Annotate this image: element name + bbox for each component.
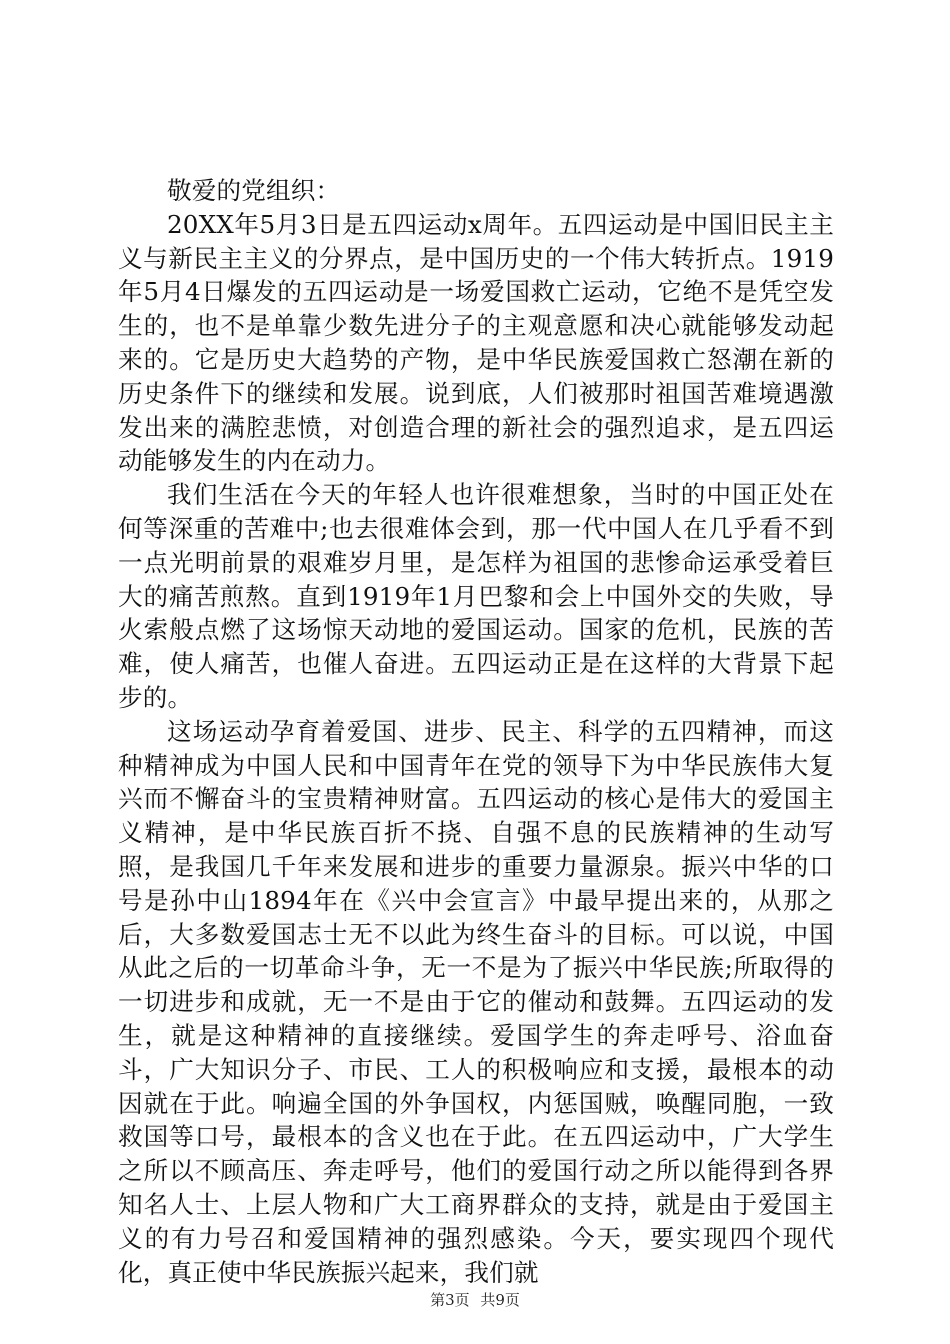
page-footer [0,1290,950,1310]
page-number-label: 第3页 共9页 [430,1291,520,1309]
paragraph-3: 这场运动孕育着爱国、进步、民主、科学的五四精神，而这种精神成为中国人民和中国青年在党的领导下为中华民族伟大复兴而不懈奋斗的宝贵精神财富。五四运动的核心是伟大的爱国主义精神，是中华民族百折不挠、自强不息的民族精神的生动写照，是我国几千年来发展和进步的重要力量源泉。振兴中华的口号是孙中山1894年在《兴中会宣言》中最早提出来的，从那之后，大多数爱国志士无不以此为终生奋斗的目标。可以说，中国从此之后的一切革命斗争，无一不是为了振兴中华民族;所取得的一切进步和成就，无一不是由于它的催动和鼓舞。五四运动的发生，就是这种精神的直接继续。爱国学生的奔走呼号、浴血奋斗，广大知识分子、市民、工人的积极响应和支援，最根本的动因就在于此。响遍全国的外争国权，内惩国贼，唤醒同胞，一致救国等口号，最根本的含义也在于此。在五四运动中，广大学生之所以不顾高压、奔走呼号，他们的爱国行动之所以能得到各界知名人士、上层人物和广大工商界群众的支持，就是由于爱国主义的有力号召和爱国精神的强烈感染。今天，要实现四个现代化，真正使中华民族振兴起来，我们就 [118,716,834,1287]
salutation: 敬爱的党组织： [167,176,341,205]
document-body [118,174,834,1289]
paragraph-2: 我们生活在今天的年轻人也许很难想象，当时的中国正处在何等深重的苦难中;也去很难体会到，那一代中国人在几乎看不到一点光明前景的艰难岁月里，是怎样为祖国的悲惨命运承受着巨大的痛苦煎熬。直到1919年1月巴黎和会上中国外交的失败，导火索般点燃了这场惊天动地的爱国运动。国家的危机，民族的苦难，使人痛苦，也催人奋进。五四运动正是在这样的大背景下起步的。 [118,480,834,712]
paragraph-1: 20XX年5月3日是五四运动x周年。五四运动是中国旧民主主义与新民主主义的分界点，是中国历史的一个伟大转折点。1919年5月4日爆发的五四运动是一场爱国救亡运动，它绝不是凭空发生的，也不是单靠少数先进分子的主观意愿和决心就能够发动起来的。它是历史大趋势的产物，是中华民族爱国救亡怒潮在新的历史条件下的继续和发展。说到底，人们被那时祖国苦难境遇激发出来的满腔悲愤，对创造合理的新社会的强烈追求，是五四运动能够发生的内在动力。 [118,209,834,476]
